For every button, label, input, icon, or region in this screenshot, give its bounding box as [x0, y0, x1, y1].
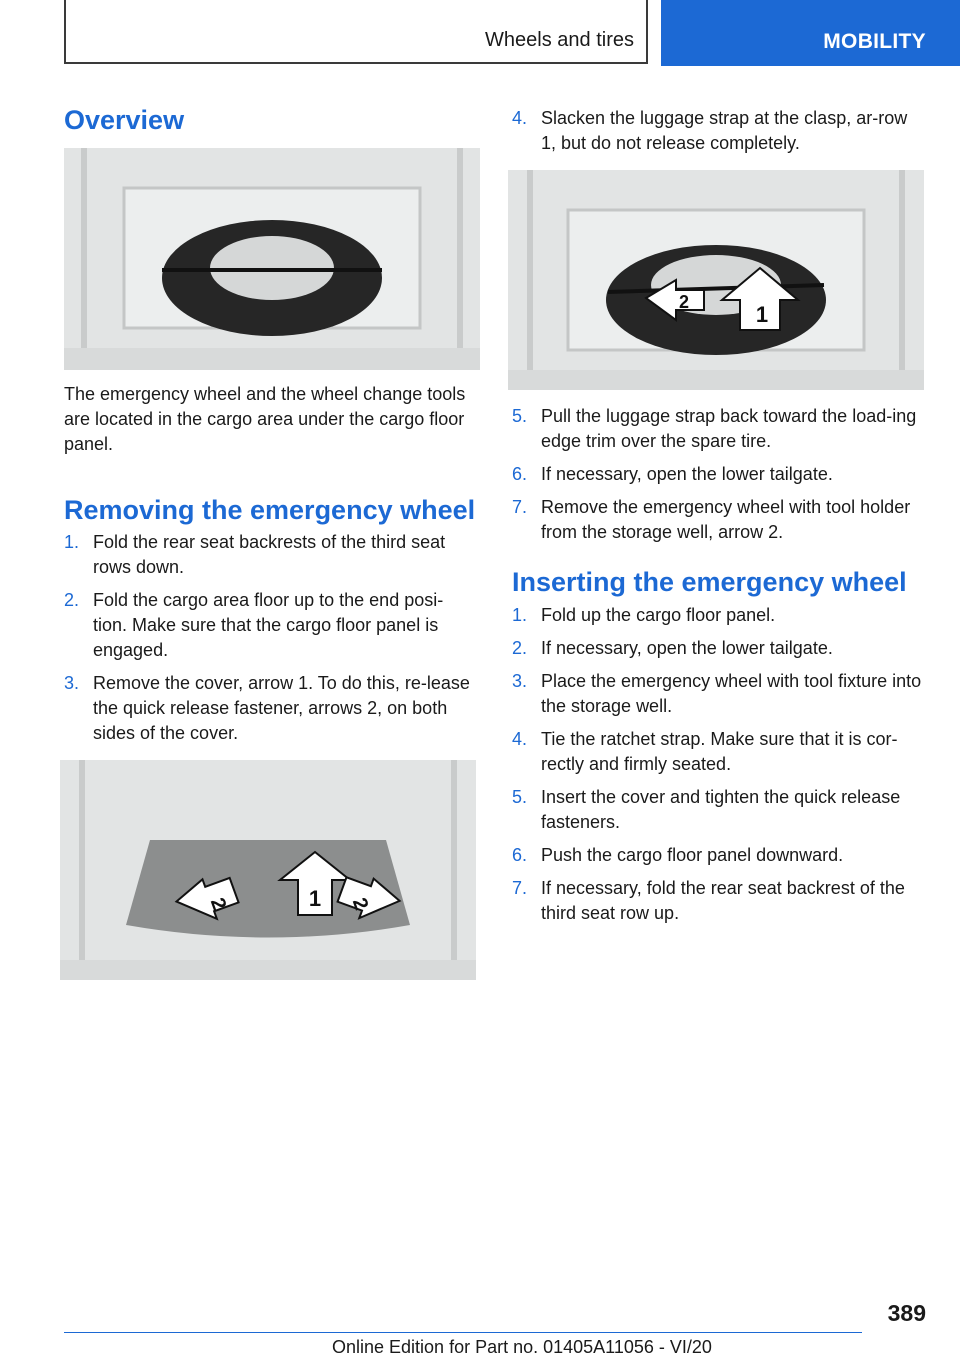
list-item	[512, 106, 926, 156]
step-number: 1.	[512, 605, 528, 625]
list-item	[512, 404, 926, 454]
footer-divider	[64, 1332, 862, 1333]
step-text: Place the emergency wheel with tool fixture into the storage well.	[541, 671, 922, 716]
footer-edition: Online Edition for Part no. 01405A11056 - VI/20	[332, 1337, 712, 1357]
list-item	[64, 671, 474, 746]
page-number: 389	[887, 1300, 926, 1326]
cover-arrow-2-right-label: 2	[347, 895, 373, 913]
step-number: 2.	[64, 590, 80, 610]
removing-heading: Removing the emergency wheel	[64, 495, 476, 525]
list-item	[512, 669, 926, 719]
step-text: Push the cargo floor panel downward.	[541, 845, 844, 865]
header-section-box	[64, 0, 648, 64]
step-text: If necessary, fold the rear seat backrest of the third seat row up.	[541, 878, 905, 923]
step-number: 4.	[512, 729, 528, 749]
step-text: Insert the cover and tighten the quick release fasteners.	[541, 787, 901, 832]
chapter-label: MOBILITY	[823, 30, 926, 53]
step-text: Fold up the cargo floor panel.	[541, 605, 776, 625]
list-item	[512, 495, 926, 545]
inserting-steps-list	[512, 603, 926, 926]
step-text: If necessary, open the lower tailgate.	[541, 638, 833, 658]
step-text: Tie the ratchet strap. Make sure that it is cor-rectly and firmly seated.	[541, 729, 898, 774]
step-number: 5.	[512, 787, 528, 807]
removing-steps-list-c	[512, 404, 926, 545]
section-title: Wheels and tires	[485, 29, 634, 51]
step-text: Slacken the luggage strap at the clasp, ar-row 1, but do not release completely.	[541, 108, 908, 153]
removing-steps-list-a	[64, 530, 474, 746]
step-text: Fold the cargo area floor up to the end posi-tion. Make sure that the cargo floor panel is engaged.	[93, 590, 444, 660]
step-text: Fold the rear seat backrests of the third seat rows down.	[93, 532, 446, 577]
cover-arrow-1-label: 1	[308, 886, 322, 911]
cover-arrow-2-left-label: 2	[205, 895, 231, 913]
step-text: If necessary, open the lower tailgate.	[541, 464, 833, 484]
removing-steps-list-b	[512, 106, 926, 156]
list-item	[512, 785, 926, 835]
list-item	[512, 462, 926, 487]
chapter-tab[interactable]	[661, 0, 960, 66]
step-number: 4.	[512, 108, 528, 128]
figure-remove-cover	[60, 760, 476, 980]
list-item	[512, 843, 926, 868]
step-text: Pull the luggage strap back toward the load-ing edge trim over the spare tire.	[541, 406, 917, 451]
strap-arrow-1-label: 1	[755, 302, 769, 327]
step-number: 1.	[64, 532, 80, 552]
step-text: Remove the cover, arrow 1. To do this, re-lease the quick release fastener, arrows 2, on both sides of the cover.	[93, 673, 470, 743]
step-number: 7.	[512, 497, 528, 517]
step-text: Remove the emergency wheel with tool holder from the storage well, arrow 2.	[541, 497, 911, 542]
list-item	[512, 603, 926, 628]
list-item	[64, 530, 474, 580]
inserting-heading: Inserting the emergency wheel	[512, 567, 907, 597]
figure-overview-cargo	[64, 148, 480, 370]
step-number: 7.	[512, 878, 528, 898]
strap-arrow-2-label: 2	[678, 292, 690, 312]
list-item	[512, 727, 926, 777]
step-number: 3.	[512, 671, 528, 691]
overview-text: The emergency wheel and the wheel change tools are located in the cargo area under the cargo floor panel.	[64, 384, 466, 454]
overview-heading: Overview	[64, 105, 185, 135]
step-number: 2.	[512, 638, 528, 658]
list-item	[512, 876, 926, 926]
figure-slacken-strap	[508, 170, 924, 390]
list-item	[512, 636, 926, 661]
step-number: 6.	[512, 845, 528, 865]
step-number: 3.	[64, 673, 80, 693]
step-number: 6.	[512, 464, 528, 484]
list-item	[64, 588, 474, 663]
step-number: 5.	[512, 406, 528, 426]
